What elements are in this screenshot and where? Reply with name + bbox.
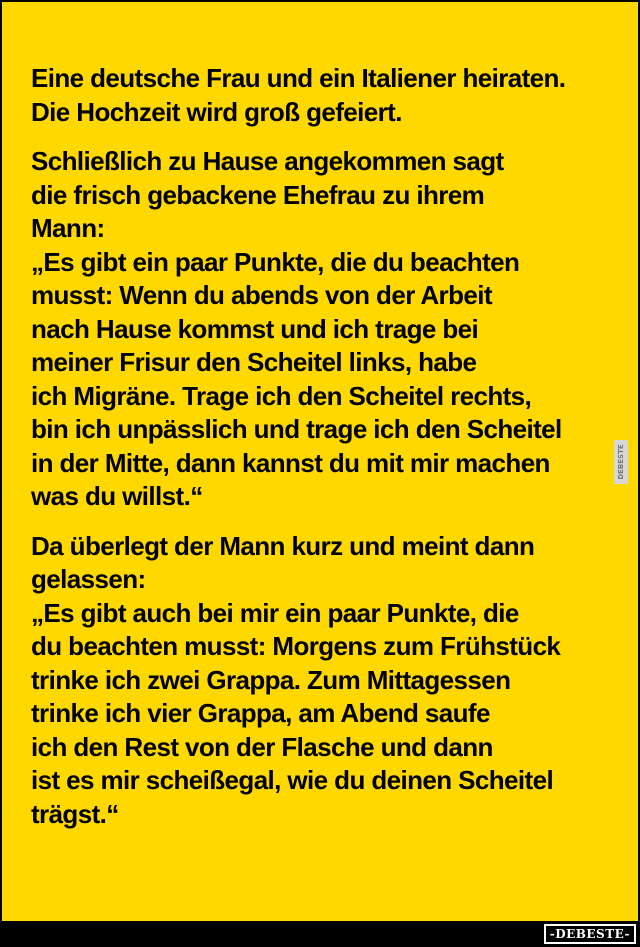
- text-line: gelassen:: [31, 564, 146, 594]
- text-line: nach Hause kommst und ich trage bei: [31, 313, 479, 344]
- text-line: die frisch gebackene Ehefrau zu ihrem: [31, 179, 485, 210]
- side-watermark-text: DEBESTE: [617, 444, 625, 480]
- joke-text: [31, 62, 606, 847]
- text-line: trinke ich zwei Grappa. Zum Mittagessen: [31, 664, 511, 695]
- text-line: trägst.“: [31, 798, 119, 829]
- text-line: trinke ich vier Grappa, am Abend saufe: [31, 698, 490, 728]
- text-line: ich Migräne. Trage ich den Scheitel rechts,: [31, 380, 532, 411]
- text-line: Eine deutsche Frau und ein Italiener heiraten.: [31, 63, 566, 93]
- text-line: „Es gibt ein paar Punkte, die du beachten: [31, 246, 520, 277]
- text-line: du beachten musst: Morgens zum Frühstück: [31, 631, 561, 661]
- side-watermark: [614, 440, 628, 484]
- paragraph-husband-speech: [31, 530, 606, 832]
- text-line: „Es gibt auch bei mir ein paar Punkte, die: [31, 597, 519, 628]
- paragraph-intro: [31, 62, 606, 129]
- text-line: ist es mir scheißegal, wie du deinen Scheitel: [31, 765, 554, 795]
- text-line: Die Hochzeit wird groß gefeiert.: [31, 96, 402, 127]
- text-line: Da überlegt der Mann kurz und meint dann: [31, 530, 535, 561]
- text-line: Schließlich zu Hause angekommen sagt: [31, 146, 504, 176]
- text-line: musst: Wenn du abends von der Arbeit: [31, 280, 492, 310]
- text-line: was du willst.“: [31, 481, 203, 511]
- footer-logo: -DEBESTE-: [544, 924, 636, 944]
- text-line: meiner Frisur den Scheitel links, habe: [31, 347, 477, 377]
- paragraph-wife-speech: [31, 145, 606, 514]
- text-line: Mann:: [31, 213, 105, 243]
- text-line: bin ich unpässlich und trage ich den Scheitel: [31, 414, 562, 444]
- text-line: ich den Rest von der Flasche und dann: [31, 731, 493, 762]
- text-line: in der Mitte, dann kannst du mit mir machen: [31, 447, 550, 478]
